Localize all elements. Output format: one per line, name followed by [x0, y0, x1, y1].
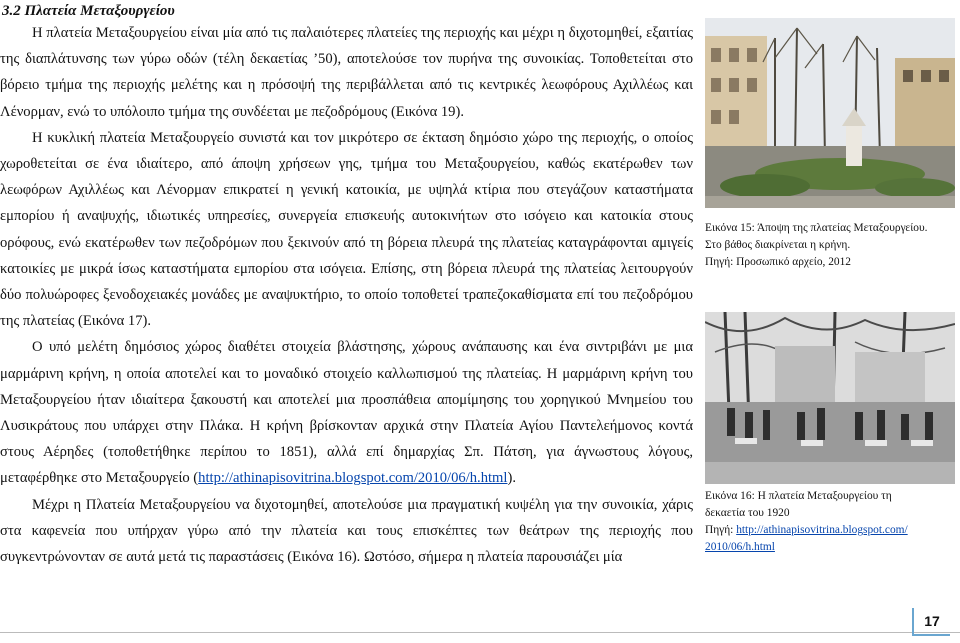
figure-16-caption [705, 488, 957, 556]
page-number: 17 [912, 608, 950, 636]
section-heading: 3.2 Πλατεία Μεταξουργείου [2, 3, 175, 19]
body-text [0, 20, 693, 570]
paragraph-3 [0, 334, 693, 491]
figure-16-source-link-cont[interactable]: 2010/06/h.html [705, 541, 775, 553]
paragraph-3-text: Ο υπό μελέτη δημόσιος χώρος διαθέτει στοιχεία βλάστησης, χώρους ανάπαυσης και ένα σιντριβάνι με μια μαρμάρινη κρήνη, η οποία αποτελεί και το μοναδικό στοιχείο καλλωπισμού της πλατείας. Η μαρμάρινη κρήνη του Μεταξουργείου ήταν ιδιαίτερα ξακουστή και αποτελεί μια προσπάθεια απομίμησης του χορηγικού Μνημείου του Λυσικράτους που υπάρχει στην Πλάκα. Η κρήνη βρίσκονταν αρχικά στην Πλατεία Αγίου Παντελεήμονος κοντά στους Αέρηδες (τοποθετήθηκε περίπου το 1851), αλλά επί δημαρχίας Σπ. Πάτση, για άγνωστους λόγους, μεταφέρθηκε στο Μεταξουργείο ( [0, 339, 693, 487]
figure-16-title: Εικόνα 16: Η πλατεία Μεταξουργείου τη [705, 490, 892, 502]
figure-15-note: Στο βάθος διακρίνεται η κρήνη. [705, 239, 851, 251]
paragraph-1: Η πλατεία Μεταξουργείου είναι μία από τις παλαιότερες πλατείες της περιοχής και μέχρι η διχοτομηθεί, εξαιτίας της διαπλάτυνσης των γύρω οδών (τέλη δεκαετίας ’50), αποτελούσε τον πυρήνα της συνοικίας. Τοποθετείται στο βόρειο τμήμα της περιοχής μελέτης και η πρόσοψή της περιβάλλεται από τις κεντρικές λεωφόρους Αχιλλέως και Λένορμαν, ενώ το υπόλοιπο τμήμα της συνδέεται με πεζοδρόμους (Εικόνα 19). [0, 25, 693, 120]
paragraph-2: Η κυκλική πλατεία Μεταξουργείο συνιστά και τον μικρότερο σε έκταση δημόσιο χώρο της περιοχής, ο οποίος χωροθετείται σε ένα ιδιαίτερο, από άποψη χρήσεων γης, τμήμα του Μεταξουργείου, καθώς εκατέρωθεν των λεωφόρων Αχιλλέως και Λένορμαν επικρατεί η γενική κατοικία, με υψηλά κτίρια που στεγάζουν καταστήματα εμπορίου ή αναψυχής, ιδιωτικές υπηρεσίες, συνεργεία επισκευής αυτοκινήτων στο ισόγειο και κατοικία στους ορόφους, ενώ εκατέρωθεν των πεζοδρόμων που ξεκινούν από τη βόρεια πλευρά της πλατείας καταγράφονται αμιγείς κατοικίες με μικρά ίσως καταστήματα εμπορίου στα ισόγεια. Επίσης, στη βόρεια πλευρά της πλατείας λειτουργούν δύο πολυώροφες ξενοδοχειακές μονάδες με αναψυκτήριο, το οποίο τοποθετεί τραπεζοκαθίσματα επί του πεζοδρόμου της πλατείας (Εικόνα 17). [0, 129, 693, 330]
figure-15-title: Εικόνα 15: Άποψη της πλατείας Μεταξουργείου. [705, 222, 928, 234]
square-photo-color [705, 18, 955, 208]
paragraph-3-end: ). [507, 470, 516, 487]
figure-16-source-label: Πηγή: [705, 524, 737, 536]
footer-rule [0, 632, 960, 633]
square-photo-historic [705, 312, 955, 484]
figure-16-source-link[interactable]: http://athinapisovitrina.blogspot.com/ [736, 524, 908, 536]
figure-16-date: δεκαετία του 1920 [705, 507, 790, 519]
paragraph-4: Μέχρι η Πλατεία Μεταξουργείου να διχοτομηθεί, αποτελούσε μια πραγματική κυψέλη για την συνοικία, χάρις στα καφενεία που υπήρχαν γύρω από την πλατεία και τους επισκέπτες των θεάτρων της περιοχής που συγκεντρώνονταν σε αυτά μετά τις παραστάσεις (Εικόνα 16). Ωστόσο, σήμερα η πλατεία παρουσιάζει μία [0, 496, 693, 566]
figure-16-source-cont [705, 539, 957, 556]
figure-15-caption [705, 220, 957, 271]
figure-16-source [705, 522, 957, 539]
figure-15-source: Πηγή: Προσωπικό αρχείο, 2012 [705, 256, 852, 268]
fountain-source-link[interactable]: http://athinapisovitrina.blogspot.com/2010/06/h.html [198, 470, 508, 487]
